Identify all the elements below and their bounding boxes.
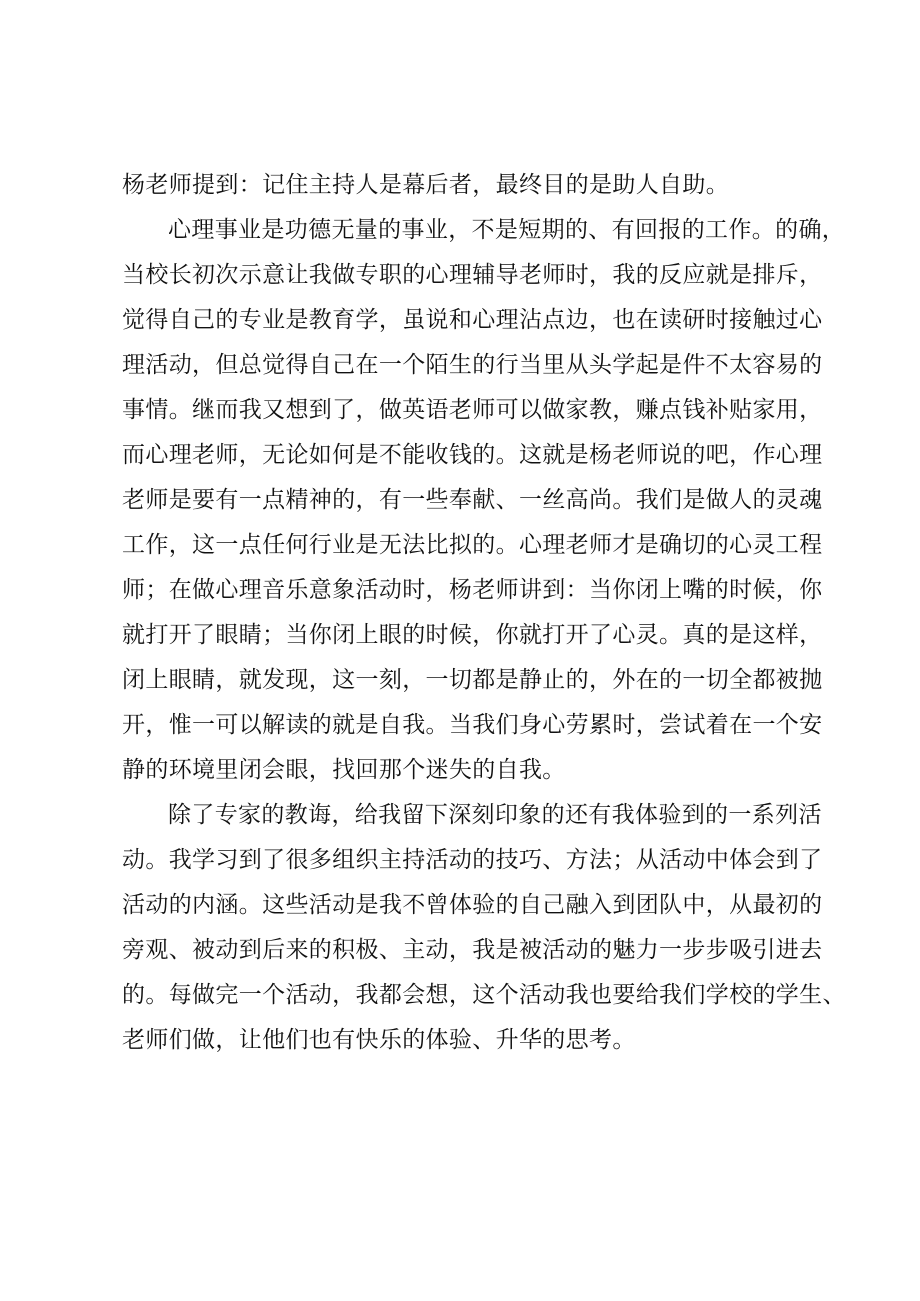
- text-line: 的。每做完一个活动，我都会想，这个活动我也要给我们学校的学生、: [122, 982, 846, 1008]
- text-line: 师；在做心理音乐意象活动时，杨老师讲到：当你闭上嘴的时候，你: [122, 577, 823, 603]
- text-line: 心理事业是功德无量的事业，不是短期的、有回报的工作。的确，: [168, 217, 846, 243]
- text-line: 活动的内涵。这些活动是我不曾体验的自己融入到团队中，从最初的: [122, 892, 823, 918]
- text-line: 工作，这一点任何行业是无法比拟的。心理老师才是确切的心灵工程: [122, 532, 823, 558]
- text-line: 开，惟一可以解读的就是自我。当我们身心劳累时，尝试着在一个安: [122, 712, 823, 738]
- text-line: 旁观、被动到后来的积极、主动，我是被活动的魅力一步步吸引进去: [122, 937, 823, 963]
- text-line: 而心理老师，无论如何是不能收钱的。这就是杨老师说的吧，作心理: [122, 442, 823, 468]
- document-body: [122, 163, 846, 1063]
- text-line: 静的环境里闭会眼，找回那个迷失的自我。: [122, 757, 566, 783]
- text-line: 除了专家的教诲，给我留下深刻印象的还有我体验到的一系列活: [168, 802, 822, 828]
- text-line: 理活动，但总觉得自己在一个陌生的行当里从头学起是件不太容易的: [122, 352, 823, 378]
- text-line: 杨老师提到：记住主持人是幕后者，最终目的是助人自助。: [122, 172, 730, 198]
- text-line: 就打开了眼睛；当你闭上眼的时候，你就打开了心灵。真的是这样，: [122, 622, 823, 648]
- text-line: 老师是要有一点精神的，有一些奉献、一丝高尚。我们是做人的灵魂: [122, 487, 823, 513]
- text-line: 老师们做，让他们也有快乐的体验、升华的思考。: [122, 1027, 636, 1053]
- text-line: 当校长初次示意让我做专职的心理辅导老师时，我的反应就是排斥，: [122, 262, 823, 288]
- text-line: 觉得自己的专业是教育学，虽说和心理沾点边，也在读研时接触过心: [122, 307, 823, 333]
- text-line: 动。我学习到了很多组织主持活动的技巧、方法；从活动中体会到了: [122, 847, 823, 873]
- text-line: 事情。继而我又想到了，做英语老师可以做家教，赚点钱补贴家用，: [122, 397, 823, 423]
- text-line: 闭上眼睛，就发现，这一刻，一切都是静止的，外在的一切全都被抛: [122, 667, 823, 693]
